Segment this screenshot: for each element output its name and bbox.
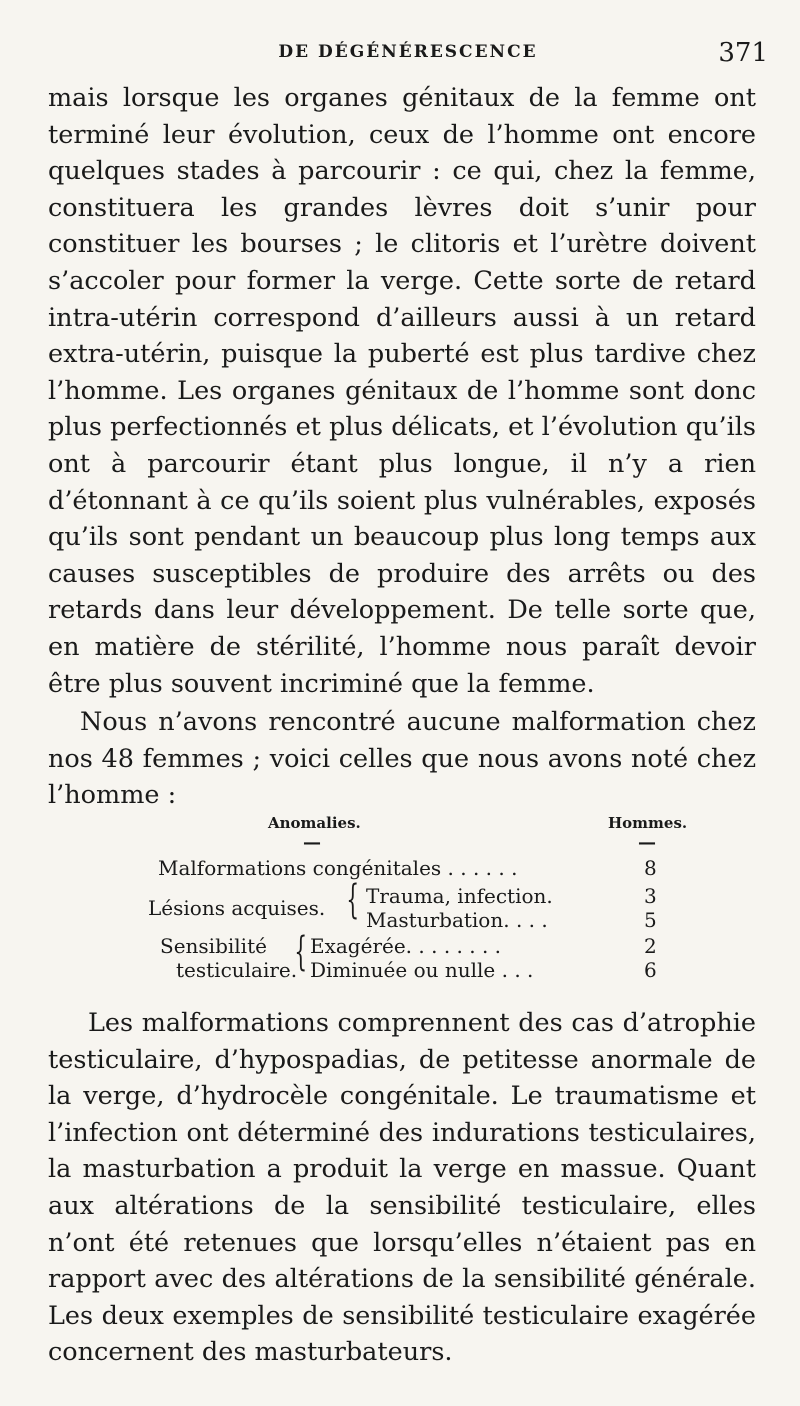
row-sensibilite-label: Sensibilité — [160, 934, 267, 958]
brace-lesions: { — [346, 877, 360, 923]
column-anomalies: Anomalies. — [268, 814, 361, 832]
table-header — [48, 814, 756, 854]
paragraph-1: mais lorsque les organes génitaux de la femme ont terminé leur évolution, ceux de l’homme ont encore quelques stades à parcourir : ce qui, chez la femme, constituera les grandes lèvres doit s’unir pour constituer les bourses ; le clitoris et l’urètre doivent s’accoler pour former la verge. Cette sorte de retard intra-utérin correspond d’ailleurs aussi à un retard extra-utérin, puisque la puberté est plus tardive chez l’homme. Les organes génitaux de l’homme sont donc plus perfectionnés et plus délicats, et l’évolution qu’ils ont à parcourir étant plus longue, il n’y a rien d’étonnant à ce qu’ils soient plus vulnérables, exposés qu’ils sont pendant un beaucoup plus long temps aux causes susceptibles de produire des arrêts ou des retards dans leur développement. De telle sorte que, en matière de stérilité, l’homme nous paraît devoir être plus souvent incriminé que la femme. — [48, 83, 756, 699]
running-head — [48, 38, 768, 68]
row-masturbation-value: 5 — [644, 908, 657, 932]
page-number: 371 — [718, 38, 768, 68]
row-trauma-label: Trauma, infection. — [366, 884, 553, 908]
dash-anomalies: — — [303, 832, 321, 853]
row-diminuee-value: 6 — [644, 958, 657, 982]
running-title: DE DÉGÉNÉRESCENCE — [278, 42, 538, 62]
column-hommes: Hommes. — [608, 814, 688, 832]
paragraph-3: Les malformations comprennent des cas d’atrophie testiculaire, d’hypospadias, de petitesse anormale de la verge, d’hydrocèle congénitale. Le traumatisme et l’infection ont déterminé des indurations testiculaires, la masturbation a produit la verge en massue. Quant aux altérations de la sensibilité testiculaire, elles n’ont été retenues que lorsqu’elles n’étaient pas en rapport avec des altérations de la sensibilité générale. Les deux exemples de sensibilité testiculaire exagérée concernent des masturbateurs. — [48, 1008, 756, 1368]
row-lesions-label: Lésions acquises. — [148, 896, 326, 920]
row-malformations-value: 8 — [644, 856, 657, 880]
row-diminuee-label: Diminuée ou nulle . . . — [310, 958, 534, 982]
row-malformations-label: Malformations congénitales . . . . . . — [158, 856, 518, 880]
dash-hommes: — — [638, 832, 656, 853]
row-exageree-label: Exagérée. . . . . . . . — [310, 934, 502, 958]
row-testiculaire-label: testiculaire. — [176, 958, 298, 982]
paragraph-2: Nous n’avons rencontré aucune malformation chez nos 48 femmes ; voici celles que nous avons noté chez l’homme : — [48, 707, 756, 811]
brace-sensibilite: { — [294, 929, 308, 975]
row-exageree-value: 2 — [644, 934, 657, 958]
anomalies-table — [48, 856, 756, 986]
row-masturbation-label: Masturbation. . . . — [366, 908, 548, 932]
row-trauma-value: 3 — [644, 884, 657, 908]
